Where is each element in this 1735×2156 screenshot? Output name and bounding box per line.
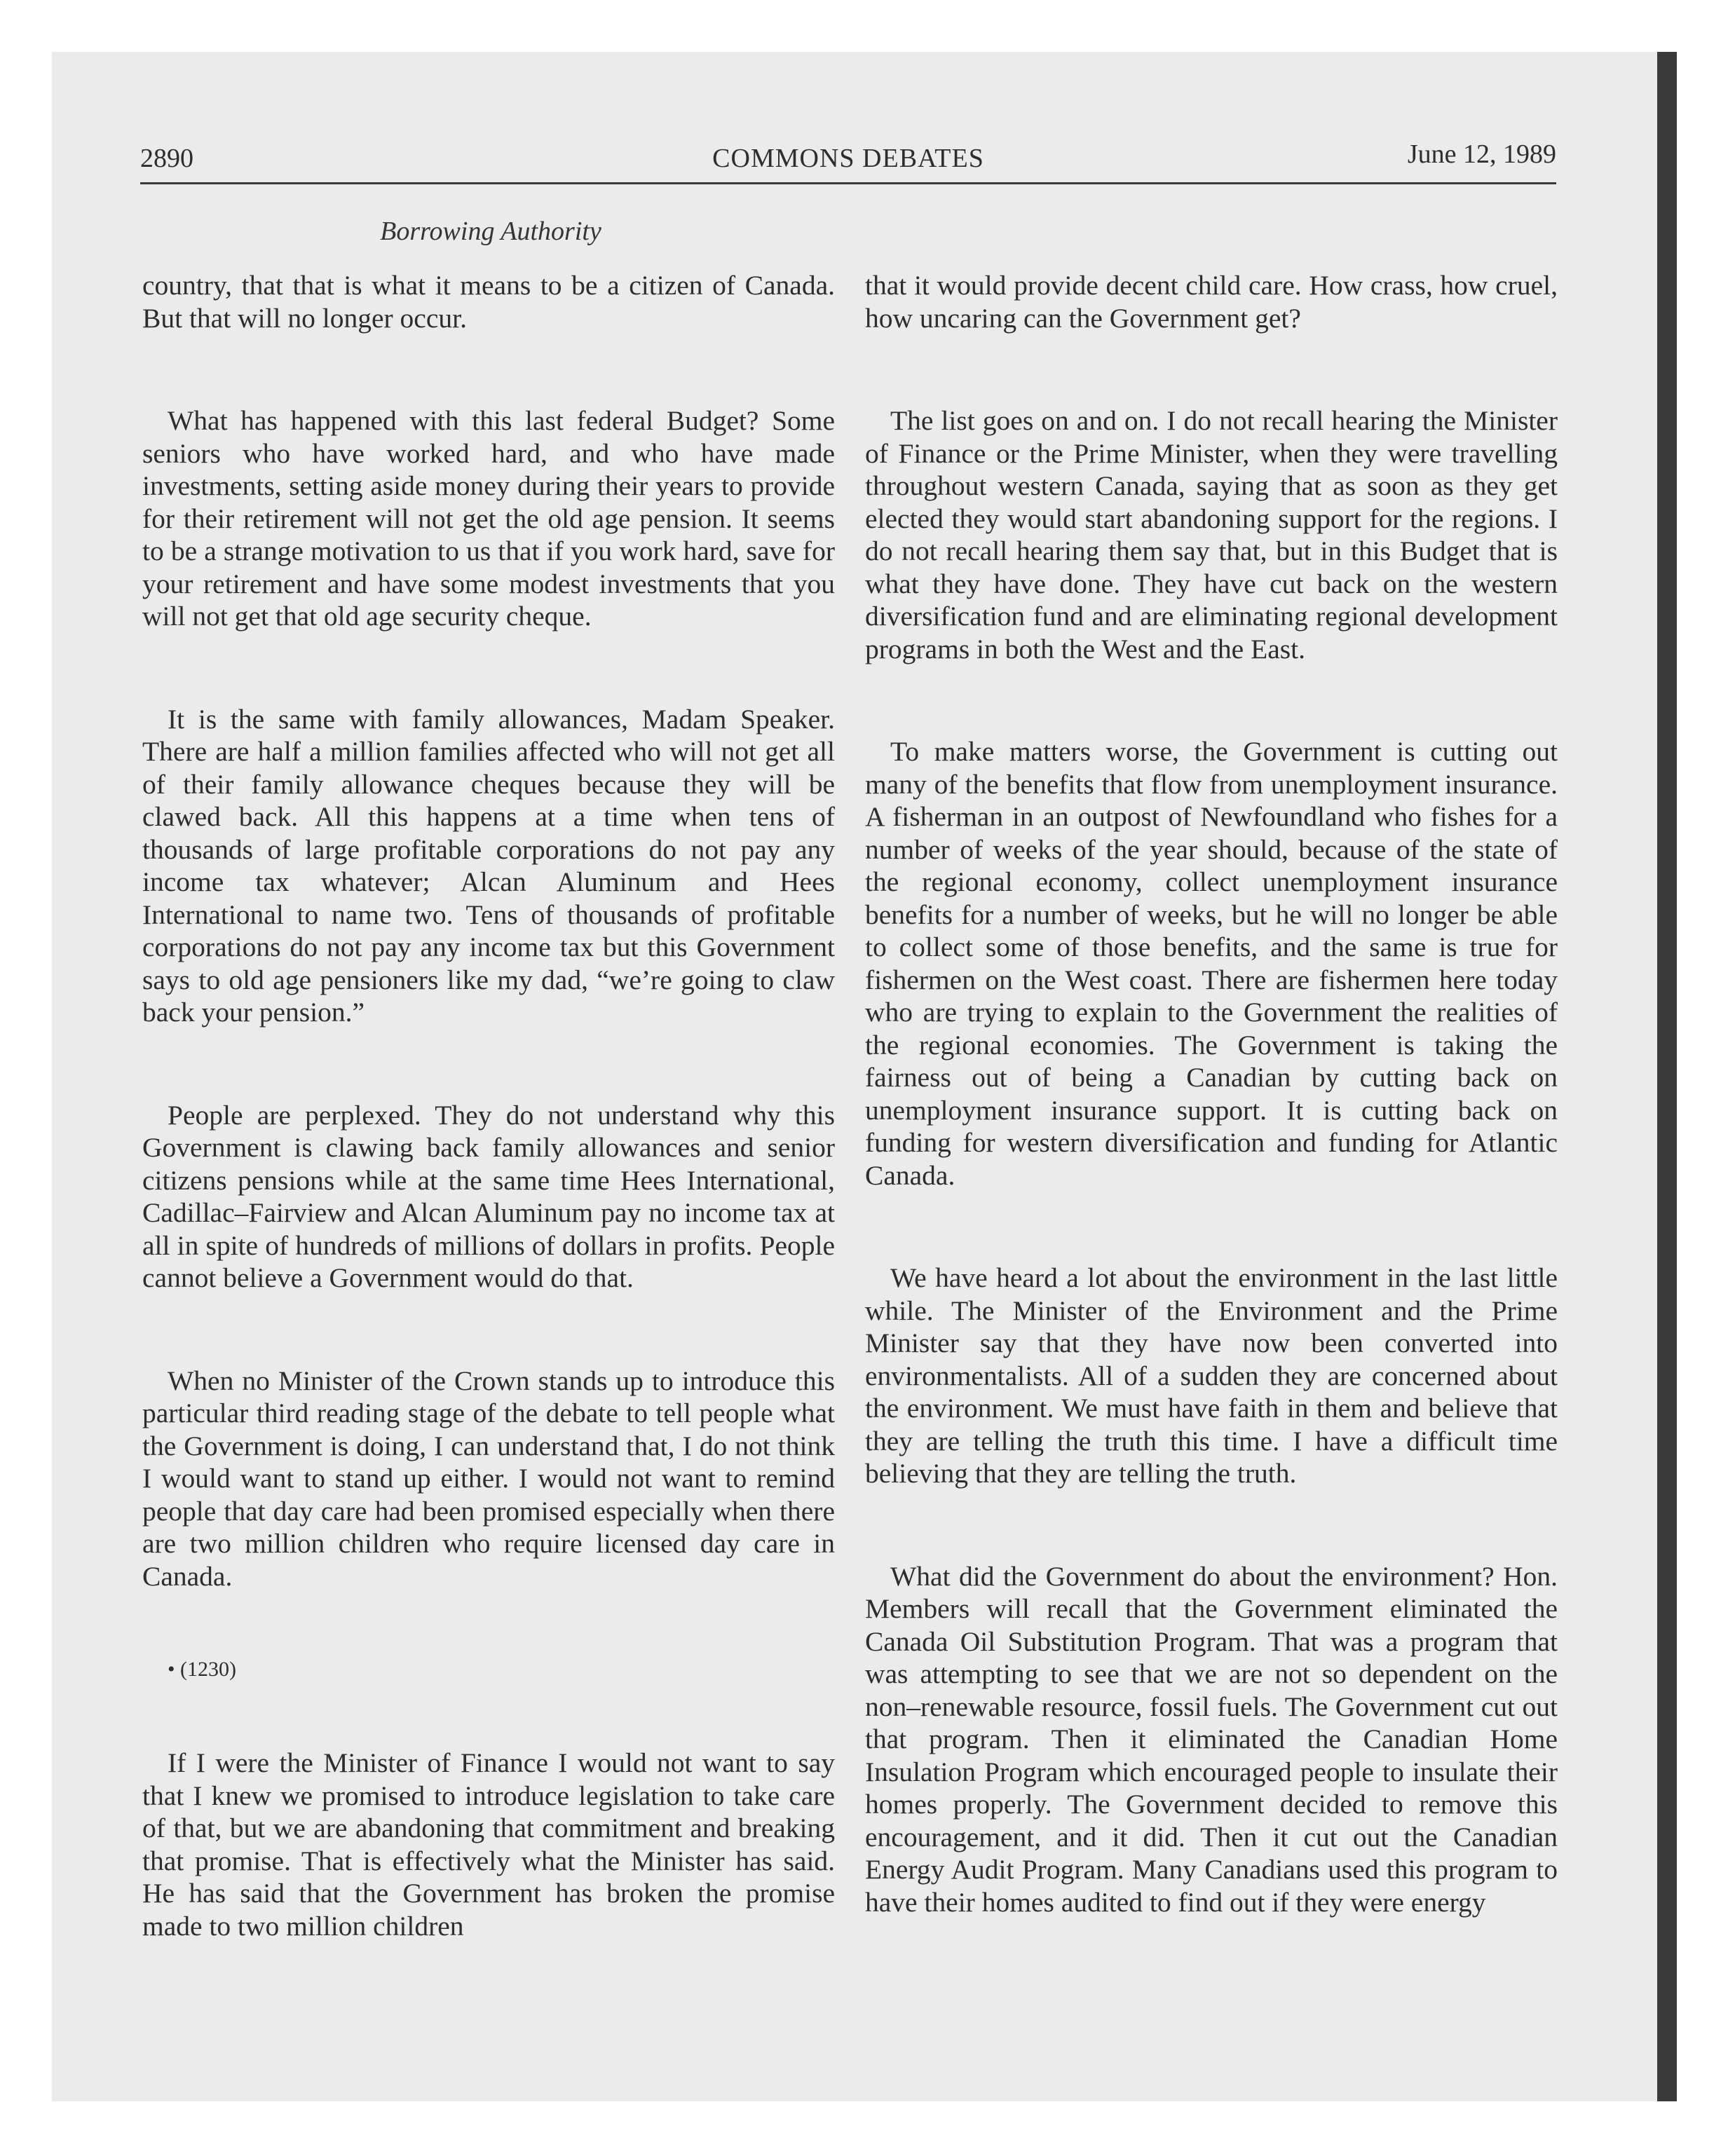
- header-rule: [140, 182, 1556, 184]
- right-column: [865, 269, 1558, 1918]
- left-column: [142, 269, 835, 1942]
- page-date: June 12, 1989: [1407, 139, 1556, 169]
- paragraph-gap: [142, 1029, 835, 1099]
- paragraph: The list goes on and on. I do not recall hearing the Minister of Finance or the Prime Minister, when they were travelling throughout western Canada, saying that as soon as they get elected they would start abandoning support for the regions. I do not recall hearing them say that, but in this Budget that is what they have done. They have cut back on the western diversification fund and are eliminating regional development programs in both the West and the East.: [865, 405, 1558, 664]
- paragraph-gap: [865, 665, 1558, 735]
- paragraph: We have heard a lot about the environment in the last little while. The Minister of the Environment and the Prime Minister say that they have now been converted into environmentalists. All of a sudden they are concerned about the environment. We must have faith in them and believe that they are telling the truth this time. I have a difficult time believing that they are telling the truth.: [865, 1262, 1558, 1489]
- section-title: Borrowing Authority: [380, 217, 601, 246]
- page-number: 2890: [140, 144, 193, 173]
- paragraph-gap: [865, 334, 1558, 404]
- scan-edge-shadow: [1657, 52, 1677, 2101]
- paragraph: People are perplexed. They do not understand why this Government is clawing back family allowances and senior citizens pensions while at the same time Hees International, Cadillac–Fairview and Alcan Aluminum pay no income tax at all in spite of hundreds of millions of dollars in profits. People cannot believe a Government would do that.: [142, 1099, 835, 1293]
- paragraph-gap: [865, 1192, 1558, 1262]
- paragraph: What has happened with this last federal Budget? Some seniors who have worked hard, and who have made investments, setting aside money during their years to provide for their retirement will not get the old age pension. It seems to be a strange motivation to us that if you work hard, save for your retirement and have some modest investments that you will not get that old age security cheque.: [142, 405, 835, 632]
- paragraph: that it would provide decent child care. How crass, how cruel, how uncaring can the Government get?: [865, 270, 1558, 334]
- paragraph: If I were the Minister of Finance I would not want to say that I knew we promised to introduce legislation to take care of that, but we are abandoning that commitment and breaking that promise. That is effectively what the Minister has said. He has said that the Government has broken the promise made to two million children: [142, 1747, 835, 1942]
- paragraph: country, that that is what it means to be a citizen of Canada. But that will no longer occur.: [142, 270, 835, 334]
- paragraph-gap: [142, 1592, 835, 1656]
- paragraph-gap: [865, 1490, 1558, 1560]
- page-header: [140, 139, 1556, 185]
- time-marker: • (1230): [168, 1658, 236, 1681]
- paragraph-gap: [142, 1295, 835, 1365]
- paragraph: To make matters worse, the Government is cutting out many of the benefits that flow from unemployment insurance. A fisherman in an outpost of Newfoundland who fishes for a number of weeks of the year should, because of the state of the regional economy, collect unemployment insurance benefits for a number of weeks, but he will no longer be able to collect some of those benefits, and the same is true for fishermen on the West coast. There are fishermen here today who are trying to explain to the Government the realities of the regional economies. The Government is taking the fairness out of being a Canadian by cutting back on unemployment insurance support. It is cutting back on funding for western diversification and funding for Atlantic Canada.: [865, 736, 1558, 1191]
- paragraph-gap: [142, 1684, 835, 1747]
- publication-title: COMMONS DEBATES: [712, 144, 984, 173]
- paragraph-gap: [142, 633, 835, 703]
- paragraph-gap: [142, 334, 835, 404]
- paragraph: When no Minister of the Crown stands up to introduce this particular third reading stage of the debate to tell people what the Government is doing, I can understand that, I do not think I would want to stand up either. I would not want to remind people that day care had been promised especially when there are two million children who require licensed day care in Canada.: [142, 1365, 835, 1592]
- paragraph: It is the same with family allowances, Madam Speaker. There are half a million families affected who will not get all of their family allowance cheques because they will be clawed back. All this happens at a time when tens of thousands of large profitable corporations do not pay any income tax whatever; Alcan Aluminum and Hees International to name two. Tens of thousands of profitable corporations do not pay any income tax but this Government says to old age pensioners like my dad, “we’re going to claw back your pension.”: [142, 703, 835, 1028]
- paragraph: What did the Government do about the environment? Hon. Members will recall that the Government eliminated the Canada Oil Substitution Program. That was a program that was attempting to see that we are not so dependent on the non–renewable resource, fossil fuels. The Government cut out that program. Then it eliminated the Canadian Home Insulation Program which encouraged people to insulate their homes properly. The Government decided to remove this encouragement, and it did. Then it cut out the Canadian Energy Audit Program. Many Canadians used this program to have their homes audited to find out if they were energy: [865, 1560, 1558, 1918]
